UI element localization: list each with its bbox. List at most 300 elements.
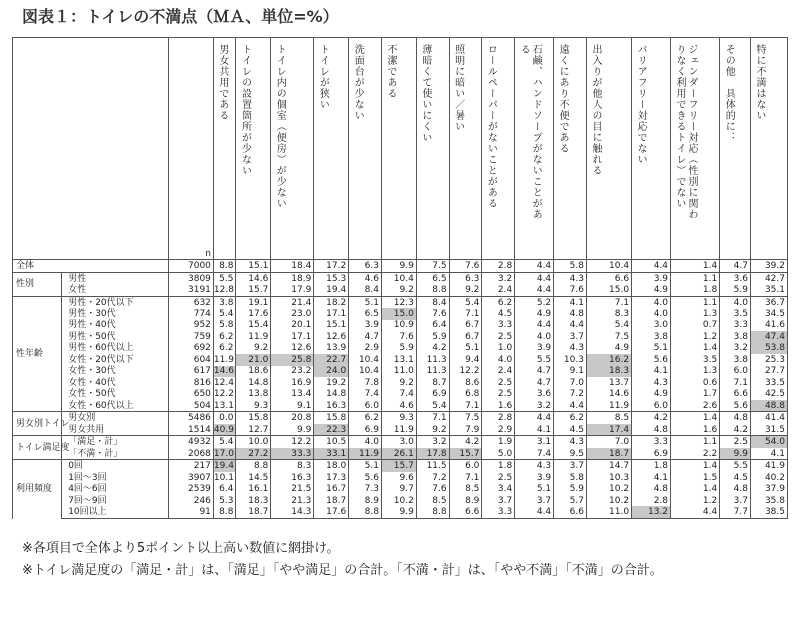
header-n: n bbox=[168, 38, 213, 260]
table-cell: 6.5 bbox=[349, 308, 382, 319]
table-cell: 13.1 bbox=[213, 400, 234, 411]
column-header-label: バリアフリー対応でない bbox=[635, 44, 647, 165]
table-cell: 8.5 bbox=[586, 412, 631, 424]
table-cell: 4.1 bbox=[554, 296, 587, 308]
table-cell: 1.8 bbox=[671, 284, 720, 296]
table-cell: 1.4 bbox=[671, 483, 720, 494]
table-cell: 5.4 bbox=[416, 400, 449, 412]
table-cell: 8.9 bbox=[449, 495, 482, 506]
table-cell: 4.0 bbox=[515, 331, 554, 342]
table-cell: 6.2 bbox=[349, 412, 382, 424]
table-row bbox=[13, 495, 788, 506]
table-cell: 6.2 bbox=[213, 343, 236, 354]
table-cell: 10.4 bbox=[381, 272, 416, 284]
table-row bbox=[13, 343, 788, 354]
table-cell: 12.6 bbox=[314, 331, 349, 342]
table-cell: 3.6 bbox=[515, 388, 554, 399]
table-cell: 8.7 bbox=[416, 377, 449, 388]
table-cell: 4.0 bbox=[632, 308, 671, 319]
column-header bbox=[349, 38, 382, 260]
table-cell: 42.7 bbox=[750, 272, 787, 284]
table-cell: 2.8 bbox=[482, 260, 515, 273]
table-cell: 7.6 bbox=[416, 483, 449, 494]
table-cell: 7.0 bbox=[586, 436, 631, 448]
row-n: 816 bbox=[168, 377, 213, 388]
table-cell: 48.8 bbox=[750, 400, 787, 412]
column-header bbox=[314, 38, 349, 260]
table-cell: 6.0 bbox=[720, 366, 751, 377]
table-cell: 25.8 bbox=[271, 354, 314, 365]
table-cell: 6.8 bbox=[449, 388, 482, 399]
table-cell: 3.7 bbox=[554, 460, 587, 472]
row-label: 男性・30代 bbox=[62, 308, 169, 319]
row-label: 7回～9回 bbox=[62, 495, 169, 506]
table-cell: 17.2 bbox=[314, 260, 349, 273]
table-cell: 13.1 bbox=[381, 354, 416, 365]
row-n: 5486 bbox=[168, 412, 213, 424]
footnotes bbox=[22, 538, 792, 582]
table-cell: 3.8 bbox=[720, 331, 751, 342]
table-cell: 9.3 bbox=[236, 400, 271, 412]
table-cell: 11.9 bbox=[381, 424, 416, 436]
table-cell: 8.8 bbox=[236, 460, 271, 472]
table-cell: 9.9 bbox=[381, 506, 416, 518]
table-row bbox=[13, 506, 788, 518]
table-cell: 4.8 bbox=[632, 424, 671, 436]
table-cell: 7.6 bbox=[554, 284, 587, 296]
table-cell: 13.7 bbox=[586, 377, 631, 388]
row-n: 632 bbox=[168, 296, 213, 308]
table-cell: 6.2 bbox=[482, 296, 515, 308]
table-row bbox=[13, 483, 788, 494]
table-cell: 4.1 bbox=[632, 366, 671, 377]
table-cell: 9.3 bbox=[381, 412, 416, 424]
table-cell: 7.1 bbox=[449, 400, 482, 412]
column-header bbox=[586, 38, 631, 260]
table-cell: 9.9 bbox=[720, 448, 751, 460]
table-cell: 4.2 bbox=[720, 424, 751, 436]
table-cell: 5.1 bbox=[449, 343, 482, 354]
table-cell: 3.5 bbox=[671, 354, 720, 365]
footnote-shading: ※各項目で全体より5ポイント以上高い数値に網掛け。 bbox=[22, 541, 340, 556]
table-cell: 5.1 bbox=[349, 296, 382, 308]
table-row bbox=[13, 460, 788, 472]
row-label: 0回 bbox=[62, 460, 169, 472]
table-cell: 4.3 bbox=[515, 460, 554, 472]
table-cell: 4.8 bbox=[720, 483, 751, 494]
table-cell: 7.6 bbox=[416, 308, 449, 319]
table-cell: 3.9 bbox=[349, 320, 382, 331]
table-cell: 3.3 bbox=[482, 320, 515, 331]
table-cell: 4.3 bbox=[632, 377, 671, 388]
table-cell: 6.3 bbox=[449, 272, 482, 284]
table-cell: 8.3 bbox=[586, 308, 631, 319]
table-cell: 4.9 bbox=[515, 308, 554, 319]
table-cell: 9.5 bbox=[554, 448, 587, 460]
table-cell: 11.5 bbox=[416, 460, 449, 472]
table-cell: 4.4 bbox=[632, 260, 671, 273]
column-header-label: トイレの設置箇所が少ない bbox=[239, 44, 251, 176]
table-cell: 12.2 bbox=[213, 389, 234, 400]
table-cell: 3.2 bbox=[720, 343, 751, 354]
table-cell: 3.9 bbox=[515, 472, 554, 483]
table-cell: 6.2 bbox=[213, 331, 236, 342]
table-cell: 16.1 bbox=[236, 483, 271, 494]
table-cell: 21.5 bbox=[271, 483, 314, 494]
table-cell: 12.7 bbox=[236, 424, 271, 436]
table-cell: 7.9 bbox=[449, 424, 482, 436]
table-cell: 5.1 bbox=[632, 343, 671, 354]
table-cell: 6.4 bbox=[213, 483, 236, 494]
row-label: 男性・50代 bbox=[62, 331, 169, 342]
table-cell: 1.6 bbox=[671, 424, 720, 436]
table-cell: 15.1 bbox=[314, 320, 349, 331]
row-label: 4回～6回 bbox=[62, 483, 169, 494]
table-cell: 17.8 bbox=[416, 448, 449, 460]
table-cell: 7.1 bbox=[720, 377, 751, 388]
table-cell: 31.5 bbox=[750, 424, 787, 436]
row-n: 91 bbox=[168, 506, 213, 518]
table-row bbox=[13, 272, 788, 284]
group-label: トイレ満足度 bbox=[13, 436, 62, 460]
table-cell: 1.2 bbox=[671, 495, 720, 506]
table-cell: 4.1 bbox=[515, 424, 554, 436]
table-cell: 21.3 bbox=[271, 495, 314, 506]
table-row bbox=[13, 400, 788, 412]
table-cell: 22.3 bbox=[314, 424, 349, 436]
table-cell: 5.1 bbox=[349, 460, 382, 472]
table-cell: 0.7 bbox=[671, 320, 720, 331]
table-cell: 2.5 bbox=[482, 331, 515, 342]
table-cell: 18.7 bbox=[314, 495, 349, 506]
column-header-label: 男女共用である bbox=[216, 44, 228, 121]
table-row bbox=[13, 424, 788, 436]
table-cell: 12.2 bbox=[271, 436, 314, 448]
table-cell: 3.2 bbox=[482, 272, 515, 284]
table-cell: 7.1 bbox=[449, 472, 482, 483]
table-cell: 16.9 bbox=[271, 377, 314, 388]
group-label: 性年齢 bbox=[13, 296, 62, 412]
table-cell: 11.3 bbox=[416, 354, 449, 365]
table-cell: 15.3 bbox=[314, 272, 349, 284]
table-cell: 4.4 bbox=[515, 284, 554, 296]
row-n: 217 bbox=[168, 460, 213, 472]
table-cell: 7.2 bbox=[554, 388, 587, 399]
table-cell: 15.0 bbox=[381, 308, 416, 319]
table-cell: 14.6 bbox=[213, 366, 234, 377]
table-cell: 18.7 bbox=[586, 448, 631, 460]
table-cell: 3.5 bbox=[720, 308, 751, 319]
table-cell: 10.2 bbox=[381, 495, 416, 506]
table-cell: 15.8 bbox=[314, 412, 349, 424]
table-row bbox=[13, 320, 788, 331]
table-cell: 2.4 bbox=[482, 366, 515, 377]
group-label: 利用頻度 bbox=[13, 460, 62, 519]
row-n: 2068 bbox=[168, 448, 213, 460]
row-label: 女性・60代以上 bbox=[62, 400, 169, 412]
table-cell: 2.5 bbox=[482, 472, 515, 483]
row-n: 2539 bbox=[168, 483, 213, 494]
table-cell: 18.6 bbox=[236, 366, 271, 377]
column-header bbox=[271, 38, 314, 260]
table-cell: 17.6 bbox=[236, 308, 271, 319]
table-cell: 6.6 bbox=[554, 506, 587, 518]
table-cell: 10.5 bbox=[314, 436, 349, 448]
table-cell: 23.0 bbox=[271, 308, 314, 319]
table-cell: 3.7 bbox=[482, 495, 515, 506]
column-header-label: 特に不満はない bbox=[753, 44, 765, 121]
table-cell: 1.1 bbox=[671, 436, 720, 448]
table-cell: 41.6 bbox=[750, 320, 787, 331]
table-cell: 4.0 bbox=[720, 296, 751, 308]
group-label: 性別 bbox=[13, 272, 62, 296]
column-header bbox=[515, 38, 554, 260]
table-cell: 10.4 bbox=[349, 366, 382, 377]
column-header-label: 出入りが他人の目に触れる bbox=[589, 44, 601, 176]
table-cell: 7.0 bbox=[554, 377, 587, 388]
table-row bbox=[13, 436, 788, 448]
table-cell: 14.7 bbox=[586, 460, 631, 472]
table-cell: 15.7 bbox=[449, 448, 482, 460]
table-cell: 4.4 bbox=[515, 412, 554, 424]
table-cell: 1.5 bbox=[671, 472, 720, 483]
table-cell: 37.9 bbox=[750, 483, 787, 494]
column-header bbox=[720, 38, 751, 260]
table-cell: 23.2 bbox=[271, 366, 314, 377]
table-cell: 7.6 bbox=[381, 331, 416, 342]
table-cell: 7.4 bbox=[381, 388, 416, 399]
table-cell: 10.3 bbox=[554, 354, 587, 365]
table-cell: 17.4 bbox=[586, 424, 631, 436]
table-cell: 17.1 bbox=[271, 331, 314, 342]
column-header-label: トイレが狭い bbox=[317, 44, 329, 110]
table-cell: 6.6 bbox=[586, 272, 631, 284]
table-cell: 2.5 bbox=[482, 377, 515, 388]
table-cell: 4.7 bbox=[515, 366, 554, 377]
row-n: 3809 bbox=[168, 272, 213, 284]
table-cell: 1.1 bbox=[671, 296, 720, 308]
row-label: 10回以上 bbox=[62, 506, 169, 518]
table-cell: 5.4 bbox=[449, 296, 482, 308]
table-cell: 3.3 bbox=[482, 506, 515, 518]
table-cell: 7.5 bbox=[416, 260, 449, 273]
table-cell: 18.0 bbox=[314, 460, 349, 472]
table-cell: 6.0 bbox=[449, 460, 482, 472]
table-cell: 13.8 bbox=[236, 388, 271, 399]
table-cell: 24.0 bbox=[314, 366, 349, 377]
table-cell: 5.7 bbox=[554, 495, 587, 506]
table-cell: 36.7 bbox=[750, 296, 787, 308]
table-row bbox=[13, 284, 788, 296]
table-cell: 1.4 bbox=[671, 460, 720, 472]
table-cell: 8.5 bbox=[416, 495, 449, 506]
table-row bbox=[13, 308, 788, 319]
table-cell: 16.7 bbox=[314, 483, 349, 494]
table-cell: 9.2 bbox=[416, 424, 449, 436]
table-cell: 2.8 bbox=[632, 495, 671, 506]
table-cell: 19.1 bbox=[236, 296, 271, 308]
table-cell: 17.0 bbox=[213, 448, 234, 459]
table-cell: 8.5 bbox=[449, 483, 482, 494]
table-cell: 14.3 bbox=[271, 506, 314, 518]
table-cell: 5.8 bbox=[554, 260, 587, 273]
table-cell: 4.1 bbox=[632, 472, 671, 483]
table-cell: 12.6 bbox=[271, 343, 314, 354]
table-cell: 10.1 bbox=[213, 472, 234, 483]
table-cell: 9.2 bbox=[236, 343, 271, 354]
table-cell: 9.9 bbox=[381, 260, 416, 273]
row-n: 617 bbox=[168, 366, 213, 377]
column-header-label: 薄暗くて使いにくい bbox=[419, 44, 431, 143]
table-cell: 3.7 bbox=[554, 331, 587, 342]
table-cell: 11.9 bbox=[349, 448, 382, 460]
table-cell: 1.4 bbox=[671, 412, 720, 424]
table-cell: 12.3 bbox=[381, 296, 416, 308]
table-cell: 2.4 bbox=[482, 284, 515, 296]
table-cell: 4.4 bbox=[554, 400, 587, 412]
table-cell: 1.9 bbox=[482, 436, 515, 448]
table-cell: 35.8 bbox=[750, 495, 787, 506]
table-cell: 10.9 bbox=[381, 320, 416, 331]
footnote-satisfaction: ※トイレ満足度の「満足・計」は、「満足」「やや満足」の合計。「不満・計」は、「やや不満」「不満」の合計。 bbox=[22, 563, 663, 578]
table-cell: 4.4 bbox=[515, 272, 554, 284]
table-cell: 13.2 bbox=[632, 506, 671, 518]
table-cell: 40.9 bbox=[213, 424, 234, 435]
table-cell: 4.5 bbox=[554, 424, 587, 436]
table-cell: 1.0 bbox=[482, 343, 515, 354]
table-cell: 19.4 bbox=[314, 284, 349, 296]
table-cell: 22.7 bbox=[314, 354, 349, 365]
table-cell: 11.9 bbox=[586, 400, 631, 412]
row-n: 604 bbox=[168, 354, 213, 365]
row-n: 759 bbox=[168, 331, 213, 342]
table-cell: 6.7 bbox=[449, 320, 482, 331]
table-row bbox=[13, 377, 788, 388]
column-header bbox=[750, 38, 787, 260]
row-label: 1回～3回 bbox=[62, 472, 169, 483]
table-cell: 4.7 bbox=[349, 331, 382, 342]
table-cell: 18.7 bbox=[236, 506, 271, 518]
column-header bbox=[632, 38, 671, 260]
table-cell: 12.8 bbox=[213, 285, 234, 296]
table-cell: 4.9 bbox=[632, 284, 671, 296]
table-cell: 9.6 bbox=[381, 472, 416, 483]
table-cell: 7.5 bbox=[586, 331, 631, 342]
table-cell: 10.2 bbox=[586, 483, 631, 494]
table-cell: 15.7 bbox=[381, 460, 416, 472]
table-cell: 4.7 bbox=[720, 260, 751, 273]
table-cell: 6.2 bbox=[554, 412, 587, 424]
table-cell: 8.4 bbox=[349, 284, 382, 296]
table-cell: 4.5 bbox=[720, 472, 751, 483]
table-cell: 54.0 bbox=[750, 436, 787, 448]
table-cell: 4.5 bbox=[482, 308, 515, 319]
header-corner bbox=[13, 38, 169, 260]
column-header bbox=[449, 38, 482, 260]
table-cell: 5.1 bbox=[515, 483, 554, 494]
table-cell: 6.9 bbox=[416, 388, 449, 399]
table-cell: 40.2 bbox=[750, 472, 787, 483]
row-label: 男女共用 bbox=[62, 424, 169, 436]
table-cell: 2.8 bbox=[482, 412, 515, 424]
row-n: 7000 bbox=[168, 260, 213, 273]
table-cell: 39.2 bbox=[750, 260, 787, 273]
table-cell: 5.8 bbox=[213, 320, 236, 331]
table-cell: 17.9 bbox=[271, 284, 314, 296]
table-cell: 14.6 bbox=[586, 388, 631, 399]
table-cell: 1.4 bbox=[671, 343, 720, 354]
table-cell: 47.4 bbox=[750, 331, 787, 342]
table-cell: 7.5 bbox=[449, 412, 482, 424]
table-cell: 6.5 bbox=[416, 272, 449, 284]
table-cell: 53.8 bbox=[750, 343, 787, 354]
page-title: 図表１：トイレの不満点（ＭＡ、単位=%） bbox=[22, 7, 339, 26]
table-cell: 1.3 bbox=[671, 366, 720, 377]
table-cell: 4.2 bbox=[632, 412, 671, 424]
table-cell: 1.3 bbox=[671, 308, 720, 319]
row-label: 女性・50代 bbox=[62, 388, 169, 399]
table-cell: 11.9 bbox=[213, 354, 234, 365]
table-cell: 7.3 bbox=[349, 483, 382, 494]
table-cell: 4.8 bbox=[554, 308, 587, 319]
table-cell: 4.4 bbox=[515, 506, 554, 518]
row-label: 「満足・計」 bbox=[62, 436, 169, 448]
table-cell: 19.4 bbox=[213, 461, 234, 472]
table-cell: 5.6 bbox=[632, 354, 671, 365]
table-cell: 5.6 bbox=[349, 472, 382, 483]
table-cell: 5.9 bbox=[416, 331, 449, 342]
row-n: 692 bbox=[168, 343, 213, 354]
column-header-label: ロールペーパーがないことがある bbox=[485, 44, 497, 209]
row-label: 男性・60代以上 bbox=[62, 343, 169, 354]
table-cell: 4.3 bbox=[554, 272, 587, 284]
table-cell: 2.6 bbox=[671, 400, 720, 412]
table-cell: 4.2 bbox=[449, 436, 482, 448]
table-cell: 5.5 bbox=[213, 272, 236, 284]
table-cell: 10.4 bbox=[586, 260, 631, 273]
table-cell: 8.8 bbox=[416, 284, 449, 296]
table-cell: 4.4 bbox=[515, 320, 554, 331]
table-cell: 6.7 bbox=[449, 331, 482, 342]
table-cell: 3.2 bbox=[515, 400, 554, 412]
table-cell: 20.8 bbox=[271, 412, 314, 424]
column-header bbox=[671, 38, 720, 260]
table-cell: 8.3 bbox=[271, 460, 314, 472]
table-cell: 8.6 bbox=[449, 377, 482, 388]
table-cell: 8.8 bbox=[213, 506, 236, 518]
table-cell: 5.9 bbox=[554, 483, 587, 494]
table-cell: 3.8 bbox=[213, 296, 236, 308]
table-cell: 41.9 bbox=[750, 460, 787, 472]
row-n: 1514 bbox=[168, 424, 213, 436]
table-cell: 2.9 bbox=[349, 343, 382, 354]
column-header-label: 不潔である bbox=[384, 44, 396, 99]
table-cell: 6.9 bbox=[632, 448, 671, 460]
table-cell: 4.7 bbox=[515, 377, 554, 388]
table-cell: 17.6 bbox=[314, 506, 349, 518]
table-cell: 7.8 bbox=[349, 377, 382, 388]
table-cell: 20.1 bbox=[271, 320, 314, 331]
table-cell: 7.2 bbox=[416, 472, 449, 483]
table-cell: 11.3 bbox=[416, 366, 449, 377]
table-cell: 7.4 bbox=[349, 388, 382, 399]
table-cell: 9.1 bbox=[271, 400, 314, 412]
row-label: 男性 bbox=[62, 272, 169, 284]
table-cell: 25.3 bbox=[750, 354, 787, 365]
table-cell: 26.1 bbox=[381, 448, 416, 460]
table-row bbox=[13, 412, 788, 424]
row-label: 女性 bbox=[62, 284, 169, 296]
